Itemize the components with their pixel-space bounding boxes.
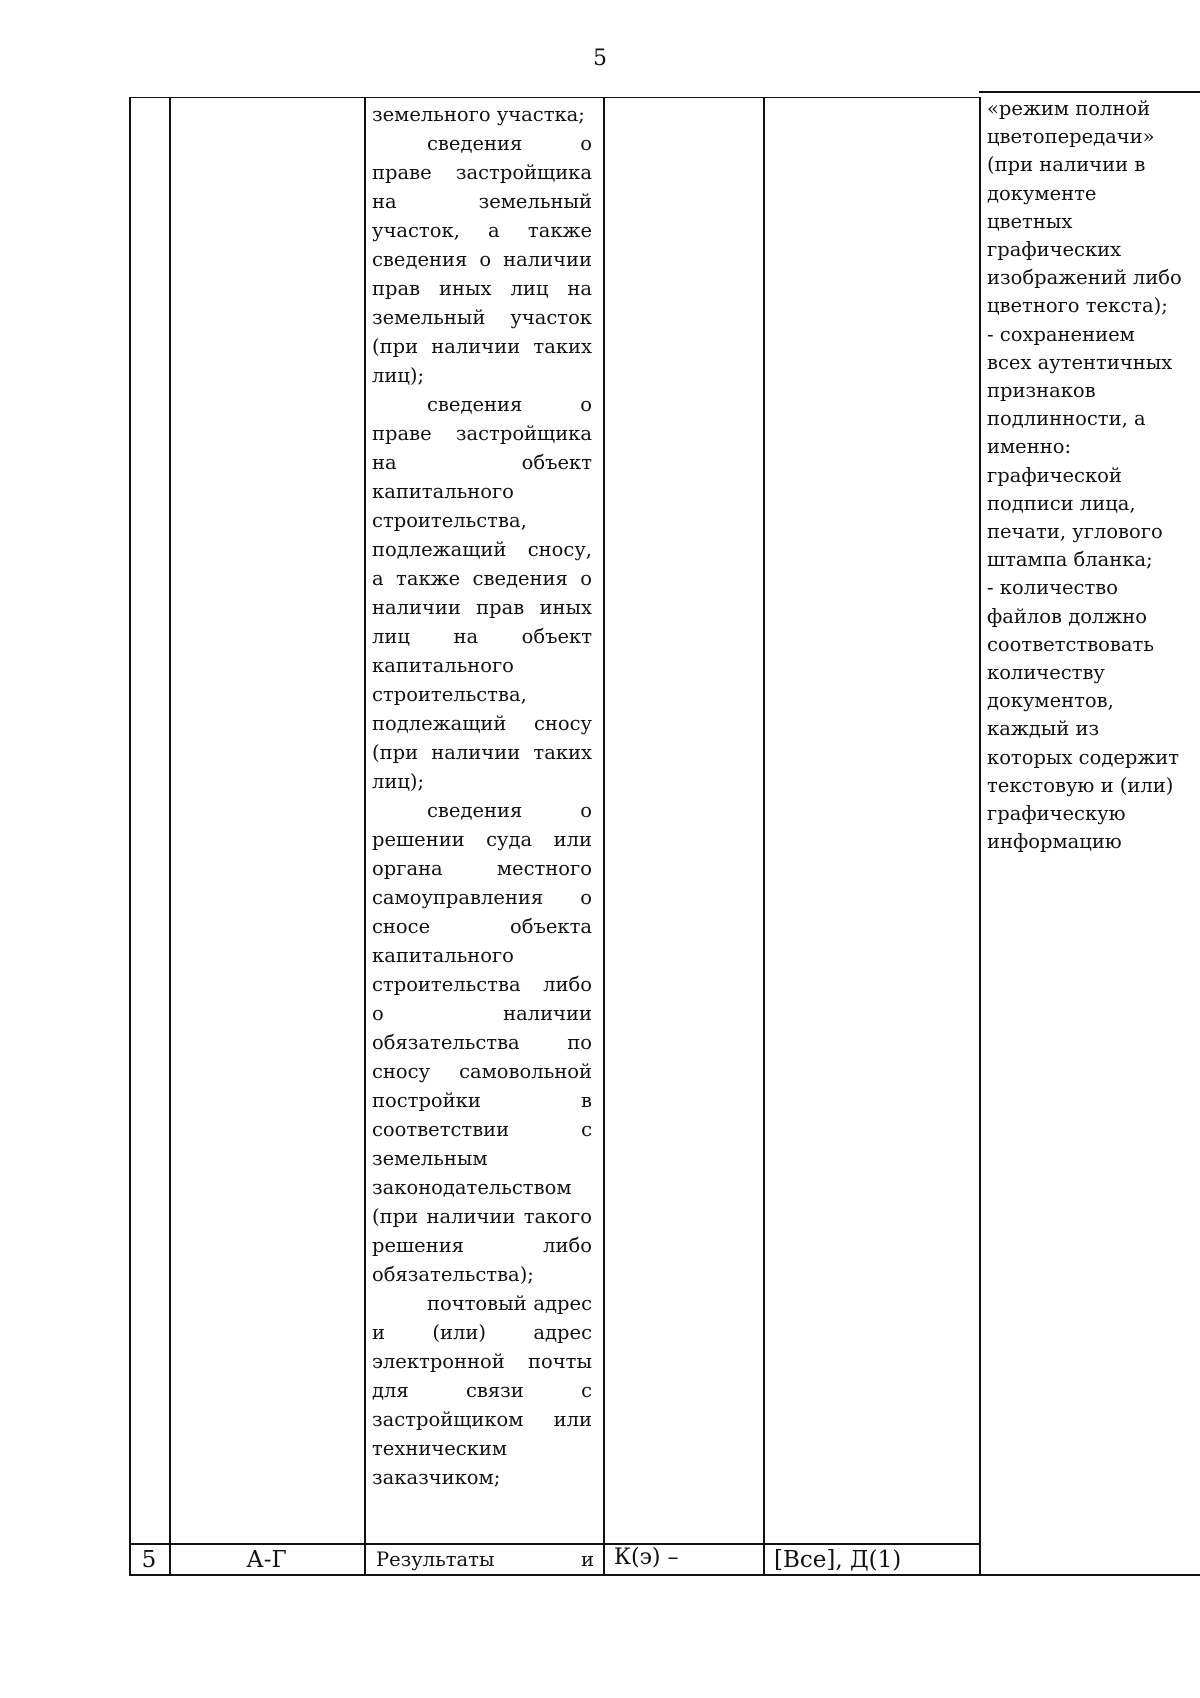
- text-line: обязательства по: [372, 1031, 592, 1054]
- text-line: и (или) адрес: [372, 1321, 592, 1344]
- text-line: соответствии с: [372, 1118, 592, 1141]
- column6-text: [987, 95, 1197, 856]
- text-line: сведения о: [427, 393, 592, 416]
- text-line: строительства либо: [372, 973, 592, 996]
- text-line: сносу самовольной: [372, 1060, 592, 1083]
- text-line: капитального: [372, 654, 514, 677]
- text-line: графической: [987, 463, 1122, 487]
- text-line: цветопередачи»: [987, 125, 1155, 149]
- text-line: всех аутентичных: [987, 350, 1173, 374]
- row5-num: 5: [141, 1547, 157, 1573]
- text-line: праве застройщика: [372, 422, 592, 445]
- text-line: обязательства);: [372, 1263, 534, 1286]
- text-line: на земельный: [372, 190, 592, 213]
- text-line: капитального: [372, 480, 514, 503]
- text-line: - сохранением: [987, 322, 1135, 346]
- text-line: (при наличии таких: [372, 335, 592, 358]
- text-line: для связи с: [372, 1379, 592, 1402]
- text-line: капитального: [372, 944, 514, 967]
- text-line: техническим: [372, 1437, 508, 1460]
- text-line: лиц);: [372, 364, 425, 387]
- text-line: - количество: [987, 576, 1118, 600]
- text-line: сведения о: [427, 132, 592, 155]
- text-line: решении суда или: [372, 828, 592, 851]
- text-line: цветного текста);: [987, 294, 1168, 318]
- text-line: земельный участок: [372, 306, 592, 329]
- text-line: земельным: [372, 1147, 488, 1170]
- text-line: каждый из: [987, 717, 1100, 741]
- text-line: постройки в: [372, 1089, 592, 1112]
- text-line: признаков: [987, 379, 1096, 403]
- text-line: сведения о: [427, 799, 592, 822]
- text-line: количеству: [987, 661, 1105, 685]
- text-line: файлов должно: [987, 604, 1147, 628]
- text-line: подлежащий сносу,: [372, 538, 592, 561]
- text-line: именно:: [987, 435, 1072, 459]
- border-col2: [364, 97, 366, 1574]
- border-top-left: [129, 97, 979, 98]
- text-line: подлинности, а: [987, 407, 1146, 431]
- text-line: участок, а также: [372, 219, 592, 242]
- page-number: 5: [593, 46, 607, 71]
- text-line: штампа бланка;: [987, 548, 1153, 572]
- text-line: соответствовать: [987, 632, 1154, 656]
- border-left: [129, 97, 131, 1574]
- text-line: сносе объекта: [372, 915, 592, 938]
- text-line: строительства,: [372, 683, 527, 706]
- text-line: подлежащий сносу: [372, 712, 592, 735]
- text-line: изображений либо: [987, 266, 1182, 290]
- text-line: печати, углового: [987, 520, 1163, 544]
- text-line: органа местного: [372, 857, 592, 880]
- text-line: а также сведения о: [372, 567, 592, 590]
- text-line: земельного участка;: [372, 103, 585, 126]
- text-line: лиц на объект: [372, 625, 592, 648]
- border-col4: [763, 97, 765, 1574]
- text-line: текстовую и (или): [987, 773, 1174, 797]
- border-col1: [169, 97, 171, 1574]
- row5-applicability: [Все], Д(1): [774, 1547, 902, 1573]
- text-line: строительства,: [372, 509, 527, 532]
- text-line: «режим полной: [987, 97, 1151, 120]
- text-line: которых содержит: [987, 745, 1180, 769]
- border-top: [979, 91, 1200, 93]
- text-line: решения либо: [372, 1234, 592, 1257]
- text-line: на объект: [372, 451, 592, 474]
- text-line: прав иных лиц на: [372, 277, 592, 300]
- text-line: цветных: [987, 209, 1073, 233]
- text-line: документов,: [987, 689, 1114, 713]
- text-line: (при наличии в: [987, 153, 1146, 177]
- text-line: почтовый адрес: [427, 1292, 592, 1315]
- text-line: самоуправления о: [372, 886, 592, 909]
- text-line: документе: [987, 181, 1097, 205]
- text-line: графических: [987, 238, 1122, 262]
- text-line: информацию: [987, 830, 1122, 854]
- text-line: электронной почты: [372, 1350, 592, 1373]
- text-line: о наличии: [372, 1002, 592, 1025]
- text-line: (при наличии такого: [372, 1205, 592, 1228]
- row5-description: Результаты и: [376, 1548, 594, 1571]
- text-line: застройщиком или: [372, 1408, 592, 1431]
- text-line: подписи лица,: [987, 491, 1136, 515]
- text-line: наличии прав иных: [372, 596, 592, 619]
- text-line: законодательством: [372, 1176, 572, 1199]
- text-line: сведения о наличии: [372, 248, 592, 271]
- text-line: лиц);: [372, 770, 425, 793]
- text-line: заказчиком;: [372, 1466, 501, 1489]
- border-col3: [603, 97, 605, 1574]
- row5-form: К(э) –: [614, 1545, 679, 1570]
- text-line: праве застройщика: [372, 161, 592, 184]
- text-line: графическую: [987, 802, 1126, 826]
- column3-text: [372, 100, 592, 1492]
- border-col5: [979, 97, 981, 1574]
- text-line: (при наличии таких: [372, 741, 592, 764]
- row5-code: А-Г: [246, 1547, 287, 1573]
